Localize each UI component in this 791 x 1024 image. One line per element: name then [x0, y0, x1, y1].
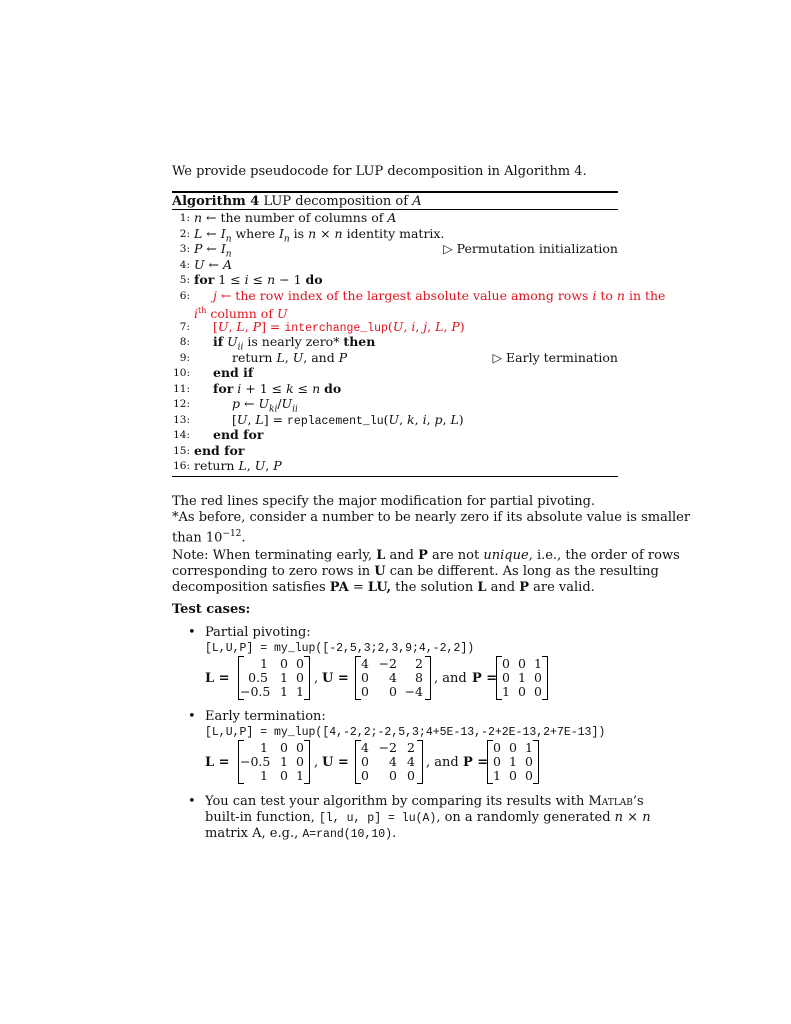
line-text: p ← $U_{ki}/U_{ii}$ [232, 396, 298, 415]
matrix-cell: 0 [493, 754, 501, 769]
algo-line-15 [172, 443, 618, 459]
matrix-cell: 1 [260, 740, 268, 755]
note-text: are not [432, 548, 480, 563]
matrix-cell: 0 [534, 684, 542, 699]
bullet-icon: • [188, 625, 196, 640]
separator: , [314, 671, 319, 686]
test-2-U-label: U = [322, 755, 349, 770]
asterisk-exponent: −12 [222, 529, 242, 539]
note-text: = [352, 580, 364, 595]
test-cases-heading: Test cases: [172, 602, 251, 617]
matrix-cell: 0 [389, 768, 397, 783]
bullet-icon: • [188, 709, 196, 724]
note-text: can be different. As long as the resulting [389, 564, 659, 579]
test-2-P-label: P = [463, 755, 489, 770]
matrix-cell: 0 [280, 768, 288, 783]
matrix-cell: 0 [407, 768, 415, 783]
matrix-cell: 0 [361, 754, 369, 769]
line-number: 1: [179, 212, 190, 224]
test-2-label: Early termination: [205, 709, 326, 724]
line-comment: ▷ Permutation initialization [443, 241, 618, 256]
matrix-cell: −0.5 [240, 754, 271, 769]
line-number: 15: [173, 445, 190, 457]
note-text: U [374, 564, 386, 579]
matrix-cell: 4 [389, 670, 397, 685]
test-1-P-matrix [496, 656, 548, 700]
note-text: LU, [367, 580, 392, 595]
algo-line-14 [172, 427, 618, 443]
algo-line-4 [172, 257, 618, 273]
line-number: 5: [179, 274, 190, 286]
algorithm-bottom-rule [172, 476, 618, 477]
matrix-cell: 0 [525, 754, 533, 769]
line-number: 7: [179, 321, 190, 333]
test-2-code: [L,U,P] = my_lup([4,-2,2;-2,5,3;4+5E-13,-2+2E-13,2+7E-13]) [205, 726, 606, 739]
matrix-cell: 4 [389, 754, 397, 769]
matrix-cell: 0 [502, 670, 510, 685]
line-text: return L, U, P [194, 458, 282, 473]
matrix-cell: 4 [361, 656, 369, 671]
matrix-cell: 0 [280, 656, 288, 671]
line-text: end for [194, 443, 245, 458]
note-text: PA [329, 580, 349, 595]
matrix-cell: 0 [280, 740, 288, 755]
bullet-text: ’s [632, 794, 644, 809]
algo-line-2 [172, 226, 618, 245]
test-1-P-label: P = [472, 671, 498, 686]
algo-line-6 [172, 288, 666, 304]
line-number: 13: [173, 414, 190, 426]
test-1-L-label: L = [205, 671, 230, 686]
matrix-cell: 1 [296, 768, 304, 783]
algo-line-6-cont [172, 303, 618, 322]
line-number: 14: [173, 429, 190, 441]
matrix-cell: 0 [518, 656, 526, 671]
line-text: L ← $I_n$ where $I_n$ is n × n identity matrix. [194, 226, 445, 245]
note-text: and [389, 548, 414, 563]
matrix-cell: 4 [361, 740, 369, 755]
algo-line-9 [172, 350, 618, 366]
matrix-cell: 1 [280, 754, 288, 769]
line-text: U ← A [194, 257, 232, 272]
bullet-text: , on a randomly generated [436, 810, 611, 825]
line-text: j ← the row index of the largest absolute value among rows i to n in the [213, 288, 666, 303]
test-2-U-matrix [355, 740, 423, 784]
note-text: unique, [483, 548, 533, 563]
matrix-cell: 0 [296, 754, 304, 769]
test-1-code: [L,U,P] = my_lup([-2,5,3;2,3,9;4,-2,2]) [205, 642, 475, 655]
algo-line-11 [172, 381, 618, 397]
line-number: 2: [179, 228, 190, 240]
line-number: 11: [173, 383, 190, 395]
matrix-cell: 0 [525, 768, 533, 783]
matrix-cell: 1 [296, 684, 304, 699]
line-comment: ▷ Early termination [492, 350, 618, 365]
matrix-cell: 0 [509, 768, 517, 783]
separator: , [314, 755, 319, 770]
matrix-cell: 0 [518, 684, 526, 699]
algo-line-10 [172, 365, 618, 381]
note-text: decomposition satisfies [172, 580, 326, 595]
matrix-cell: 1 [518, 670, 526, 685]
algorithm-title-var: A [412, 194, 422, 209]
matrix-cell: 0 [296, 670, 304, 685]
test-1-L-matrix [238, 656, 310, 700]
test-2-L-matrix [238, 740, 310, 784]
test-1-label: Partial pivoting: [205, 625, 311, 640]
matrix-cell: 4 [407, 754, 415, 769]
line-number: 3: [179, 243, 190, 255]
note-text: P [519, 580, 529, 595]
note-text: Note: When terminating early, [172, 548, 373, 563]
matrix-cell: 0 [361, 768, 369, 783]
asterisk-note-2: than $10^{-12}$. [172, 529, 246, 546]
matrix-cell: −2 [378, 656, 397, 671]
test-2-L-label: L = [205, 755, 230, 770]
test-2-P-matrix [487, 740, 539, 784]
algo-line-1 [172, 210, 618, 226]
matrix-cell: 0.5 [248, 670, 268, 685]
code-lu-call: [l, u, p] = lu(A) [318, 812, 437, 825]
line-number: 4: [179, 259, 190, 271]
matrix-cell: −4 [404, 684, 423, 699]
matrix-cell: 1 [509, 754, 517, 769]
asterisk-note-text: than 10 [172, 530, 223, 546]
algo-line-16 [172, 458, 618, 474]
matrix-cell: 1 [534, 656, 542, 671]
intro-text: We provide pseudocode for LUP decomposition in Algorithm 4. [172, 164, 587, 179]
matrix-cell: 0 [361, 684, 369, 699]
matrix-cell: 1 [260, 656, 268, 671]
note-line-3 [172, 580, 595, 596]
matlab-name: Matlab [588, 794, 633, 809]
line-text: for 1 ≤ i ≤ n − 1 do [194, 272, 323, 287]
algorithm-label: Algorithm 4 [172, 194, 260, 209]
matrix-cell: 0 [361, 670, 369, 685]
line-number: 16: [173, 460, 190, 472]
matrix-cell: 0 [502, 656, 510, 671]
last-bullet-line-1 [205, 794, 644, 810]
last-bullet-line-3 [205, 826, 396, 843]
matrix-cell: 1 [493, 768, 501, 783]
note-text: corresponding to zero rows in [172, 564, 371, 579]
matrix-cell: 1 [280, 684, 288, 699]
line-text: $i^{th}$ column of U [194, 306, 288, 322]
bullet-icon: • [188, 794, 196, 809]
note-line-1 [172, 548, 680, 564]
matrix-cell: 1 [525, 740, 533, 755]
algorithm-top-rule [172, 191, 618, 193]
matrix-cell: 0 [389, 684, 397, 699]
matrix-cell: −2 [378, 740, 397, 755]
code-rand-call: A=rand(10,10) [302, 828, 393, 841]
line-text: [U, L, P] = interchange_lup(U, i, j, L, P) [213, 319, 465, 335]
matrix-cell: 0 [509, 740, 517, 755]
line-text: return L, U, and P [232, 350, 348, 365]
bullet-text: You can test your algorithm by comparing its results with [205, 794, 585, 809]
note-line-2 [172, 564, 659, 580]
line-text: n ← the number of columns of A [194, 210, 397, 225]
bullet-text: . [392, 826, 397, 841]
line-number: 9: [179, 352, 190, 364]
algo-line-13 [172, 412, 618, 428]
test-1-U-matrix [355, 656, 431, 700]
algo-line-5 [172, 272, 618, 288]
matrix-cell: 0 [493, 740, 501, 755]
algorithm-caption [172, 194, 422, 210]
algo-line-8 [172, 334, 618, 353]
matrix-cell: −0.5 [240, 684, 271, 699]
note-text: the solution [395, 580, 474, 595]
line-text: end for [213, 427, 264, 442]
algo-line-12 [172, 396, 618, 415]
separator: , and [426, 755, 459, 770]
note-text: and [490, 580, 516, 595]
bullet-text: matrix A, e.g., [205, 826, 299, 841]
red-lines-note: The red lines specify the major modification for partial pivoting. [172, 494, 596, 509]
note-text: i.e., the order of rows [536, 548, 680, 563]
note-text: L [376, 548, 386, 563]
line-text: [U, L] = replacement_lu(U, k, i, p, L) [232, 412, 464, 428]
line-text: end if [213, 365, 254, 380]
matrix-cell: 1 [260, 768, 268, 783]
line-text: if $U_{ii}$ is nearly zero* then [213, 334, 376, 353]
separator: , and [434, 671, 467, 686]
line-number: 12: [173, 398, 190, 410]
matrix-cell: 2 [407, 740, 415, 755]
matrix-cell: 0 [534, 670, 542, 685]
line-text: for i + 1 ≤ k ≤ n do [213, 381, 342, 396]
matrix-cell: 8 [415, 670, 423, 685]
note-text: are valid. [533, 580, 595, 595]
note-text: P [418, 548, 428, 563]
matrix-cell: 0 [296, 740, 304, 755]
test-1-U-label: U = [322, 671, 349, 686]
matrix-cell: 0 [296, 656, 304, 671]
last-bullet-line-2 [205, 810, 651, 827]
line-text: P ← $I_n$ [194, 241, 232, 260]
note-text: L [477, 580, 487, 595]
line-number: 10: [173, 367, 190, 379]
line-number: 6: [179, 290, 190, 302]
matrix-cell: 2 [415, 656, 423, 671]
algo-line-7 [172, 319, 618, 335]
asterisk-note: *As before, consider a number to be nearly zero if its absolute value is smaller [172, 510, 691, 525]
algo-line-3 [172, 241, 618, 260]
bullet-text: built-in function, [205, 810, 315, 825]
matrix-cell: 1 [280, 670, 288, 685]
line-number: 8: [179, 336, 190, 348]
algorithm-title: LUP decomposition of [263, 194, 409, 209]
bullet-text: n × n [614, 810, 651, 825]
matrix-cell: 1 [502, 684, 510, 699]
